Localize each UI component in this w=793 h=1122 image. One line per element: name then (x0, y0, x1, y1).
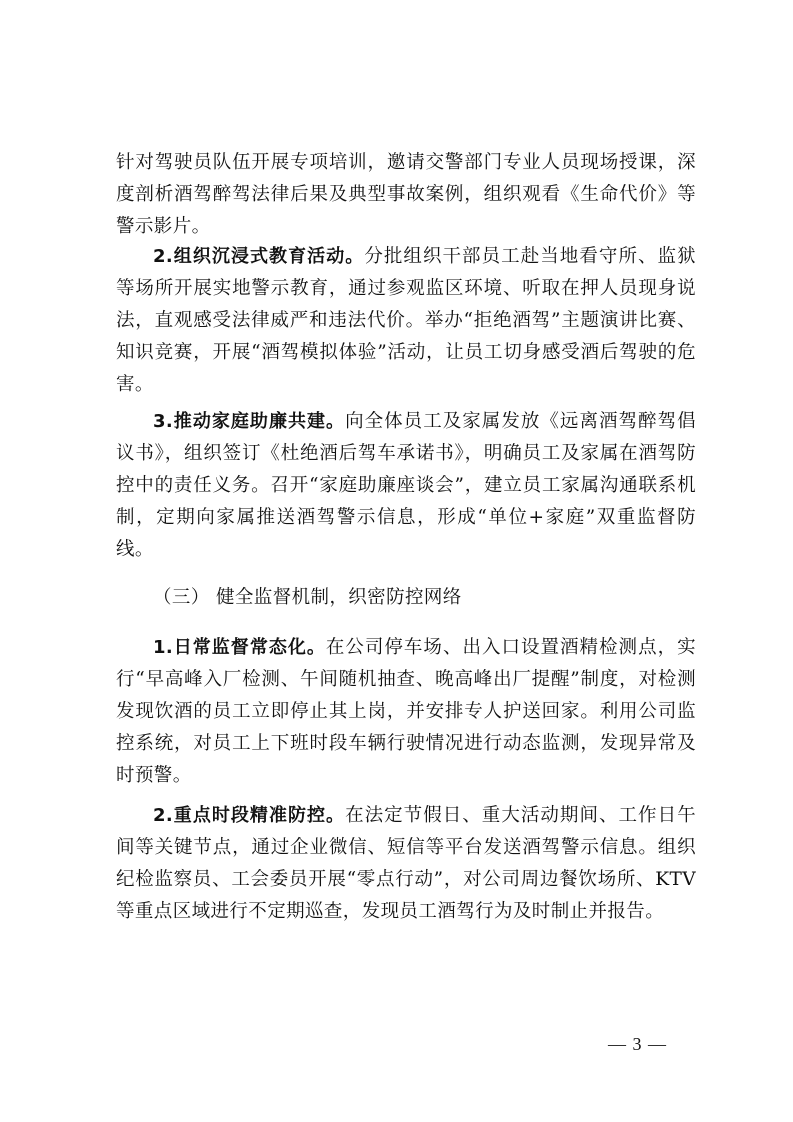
paragraph-immersive-education (116, 241, 696, 401)
paragraph-key-periods (116, 800, 696, 928)
paragraph-key-periods-text: 在法定节假日、重大活动期间、工作日午间等关键节点，通过企业微信、短信等平台发送酒驾警示信息。组织纪检监察员、工会委员开展“零点行动”，对公司周边餐饮场所、KTV等重点区域进行不定期巡查，发现员工酒驾行为及时制止并报告。 (116, 805, 697, 922)
paragraph-immersive-education-text: 分批组织干部员工赴当地看守所、监狱等场所开展实地警示教育，通过参观监区环境、听取在押人员现身说法，直观感受法律威严和违法代价。举办“拒绝酒驾”主题演讲比赛、知识竞赛，开展“酒驾模拟体验”活动，让员工切身感受酒后驾驶的危害。 (116, 246, 696, 395)
paragraph-intro (116, 147, 696, 243)
paragraph-family-integrity-lead: 3.推动家庭助廉共建。 (153, 411, 346, 432)
paragraph-daily-supervision-lead: 1.日常监督常态化。 (153, 637, 326, 658)
section-heading: （三） 健全监督机制，织密防控网络 (153, 587, 462, 608)
paragraph-daily-supervision-text: 在公司停车场、出入口设置酒精检测点，实行“早高峰入厂检测、午间随机抽查、晚高峰出厂提醒”制度，对检测发现饮酒的员工立即停止其上岗，并安排专人护送回家。利用公司监控系统，对员工上下班时段车辆行驶情况进行动态监测，发现异常及时预警。 (116, 637, 696, 786)
paragraph-key-periods-lead: 2.重点时段精准防控。 (153, 805, 346, 826)
paragraph-immersive-education-lead: 2.组织沉浸式教育活动。 (153, 246, 365, 267)
paragraph-daily-supervision (116, 632, 696, 792)
paragraph-family-integrity-text: 向全体员工及家属发放《远离酒驾醉驾倡议书》，组织签订《杜绝酒后驾车承诺书》，明确员工及家属在酒驾防控中的责任义务。召开“家庭助廉座谈会”，建立员工家属沟通联系机制，定期向家属推送酒驾警示信息，形成“单位+家庭”双重监督防线。 (116, 411, 697, 560)
paragraph-intro-text: 针对驾驶员队伍开展专项培训，邀请交警部门专业人员现场授课，深度剖析酒驾醉驾法律后果及典型事故案例，组织观看《生命代价》等警示影片。 (116, 152, 696, 237)
paragraph-family-integrity (116, 406, 696, 566)
page-number: — 3 — (608, 1034, 667, 1054)
